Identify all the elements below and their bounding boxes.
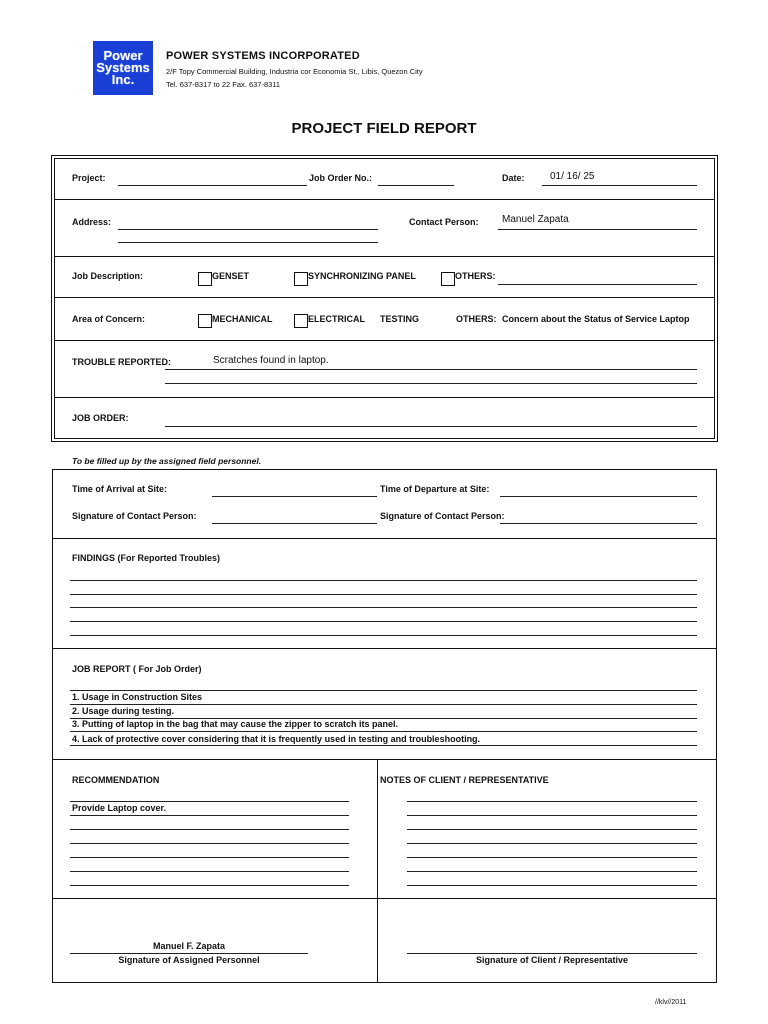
recommendation-line [70, 843, 349, 844]
testing-option-label: TESTING [380, 314, 420, 324]
contact-person-label: Contact Person: [409, 217, 479, 227]
area-others-field[interactable]: Concern about the Status of Service Laptop [502, 314, 690, 324]
client-notes-line [407, 871, 697, 872]
job-description-label: Job Description: [72, 271, 144, 281]
findings-line [70, 607, 697, 608]
trouble-underline-2 [165, 383, 697, 384]
divider [54, 397, 715, 398]
job-order-label: JOB ORDER: [72, 413, 129, 423]
signature-contact-label-left: Signature of Contact Person: [72, 511, 197, 521]
signature-contact-underline-right [500, 523, 697, 524]
footer-code: //klv//2011 [655, 999, 687, 1006]
recommendation-line [70, 871, 349, 872]
divider [52, 898, 717, 899]
mechanical-option-label: MECHANICAL [212, 314, 273, 324]
client-notes-line [407, 857, 697, 858]
trouble-underline [165, 369, 697, 370]
others-underline [498, 284, 697, 285]
client-signature-label: Signature of Client / Representative [475, 955, 629, 965]
findings-line [70, 594, 697, 595]
client-notes-line [407, 815, 697, 816]
company-tel: Tel. 637-8317 to 22 Fax. 637-8311 [166, 80, 281, 89]
client-signature-line [407, 953, 697, 954]
date-field[interactable]: 01/ 16/ 25 [550, 171, 595, 182]
client-notes-line [407, 885, 697, 886]
address-label: Address: [72, 217, 112, 227]
job-report-line [70, 704, 697, 705]
findings-line [70, 580, 697, 581]
job-report-item: 1. Usage in Construction Sites [72, 692, 203, 702]
company-name: POWER SYSTEMS INCORPORATED [166, 50, 360, 62]
recommendation-line [70, 815, 349, 816]
client-notes-line [407, 801, 697, 802]
synchronizing-panel-checkbox[interactable] [294, 272, 308, 286]
signature-contact-underline-left [212, 523, 377, 524]
job-order-no-underline [378, 185, 454, 186]
job-report-line [70, 745, 697, 746]
arrival-time-label: Time of Arrival at Site: [72, 484, 168, 494]
logo-line: Systems [96, 60, 150, 75]
field-personnel-note: To be filled up by the assigned field personnel. [72, 456, 262, 466]
personnel-name: Manuel F. Zapata [152, 941, 225, 951]
job-report-item: 4. Lack of protective cover considering that it is frequently used in testing and troubleshooting. [72, 734, 481, 744]
recommendation-line [70, 885, 349, 886]
divider [52, 648, 717, 649]
divider [52, 538, 717, 539]
findings-line [70, 621, 697, 622]
arrival-time-underline [212, 496, 377, 497]
address-underline [118, 229, 378, 230]
trouble-reported-label: TROUBLE REPORTED: [72, 357, 171, 367]
recommendation-line [70, 829, 349, 830]
others-checkbox[interactable] [441, 272, 455, 286]
job-order-underline [165, 426, 697, 427]
job-report-item: 2. Usage during testing. [72, 706, 175, 716]
job-order-no-field[interactable] [378, 172, 454, 185]
job-report-line [70, 690, 697, 691]
project-label: Project: [72, 173, 106, 183]
findings-line [70, 635, 697, 636]
personnel-signature-line [70, 953, 308, 954]
logo-line: Power [103, 48, 143, 63]
project-field[interactable] [118, 172, 307, 185]
personnel-signature-label: Signature of Assigned Personnel [118, 955, 260, 965]
client-notes-label: NOTES OF CLIENT / REPRESENTATIVE [380, 775, 549, 785]
findings-label: FINDINGS (For Reported Troubles) [72, 553, 221, 563]
area-others-label: OTHERS: [456, 314, 497, 324]
recommendation-line [70, 801, 349, 802]
divider [52, 759, 717, 760]
project-underline [118, 185, 307, 186]
divider [54, 340, 715, 341]
trouble-reported-field[interactable]: Scratches found in laptop. [213, 355, 329, 366]
genset-checkbox[interactable] [198, 272, 212, 286]
divider [54, 256, 715, 257]
page-title: PROJECT FIELD REPORT [291, 120, 477, 137]
electrical-option-label: ELECTRICAL [308, 314, 365, 324]
divider [54, 297, 715, 298]
address-underline-2 [118, 242, 378, 243]
logo-line: Inc. [111, 72, 135, 87]
others-option-label: OTHERS: [455, 271, 496, 281]
date-underline [542, 185, 697, 186]
recommendation-label: RECOMMENDATION [72, 775, 160, 785]
synchronizing-panel-option-label: SYNCHRONIZING PANEL [308, 271, 416, 281]
contact-person-field[interactable]: Manuel Zapata [502, 214, 569, 225]
company-address: 2/F Topy Commercial Building, Industria cor Economia St., Libis, Quezon City [166, 67, 423, 76]
contact-person-underline [498, 229, 697, 230]
date-label: Date: [502, 173, 525, 183]
job-order-no-label: Job Order No.: [309, 173, 373, 183]
signature-contact-label-right: Signature of Contact Person: [380, 511, 505, 521]
recommendation-value: Provide Laptop cover. [72, 803, 167, 813]
electrical-checkbox[interactable] [294, 314, 308, 328]
job-report-item: 3. Putting of laptop in the bag that may cause the zipper to scratch its panel. [72, 719, 399, 729]
column-divider [377, 759, 378, 982]
mechanical-checkbox[interactable] [198, 314, 212, 328]
client-notes-line [407, 843, 697, 844]
job-report-line [70, 731, 697, 732]
genset-option-label: GENSET [212, 271, 250, 281]
area-of-concern-label: Area of Concern: [72, 314, 146, 324]
company-logo [93, 41, 153, 95]
departure-time-underline [500, 496, 697, 497]
divider [54, 199, 715, 200]
client-notes-line [407, 829, 697, 830]
job-report-label: JOB REPORT ( For Job Order) [72, 664, 202, 674]
recommendation-line [70, 857, 349, 858]
departure-time-label: Time of Departure at Site: [380, 484, 490, 494]
